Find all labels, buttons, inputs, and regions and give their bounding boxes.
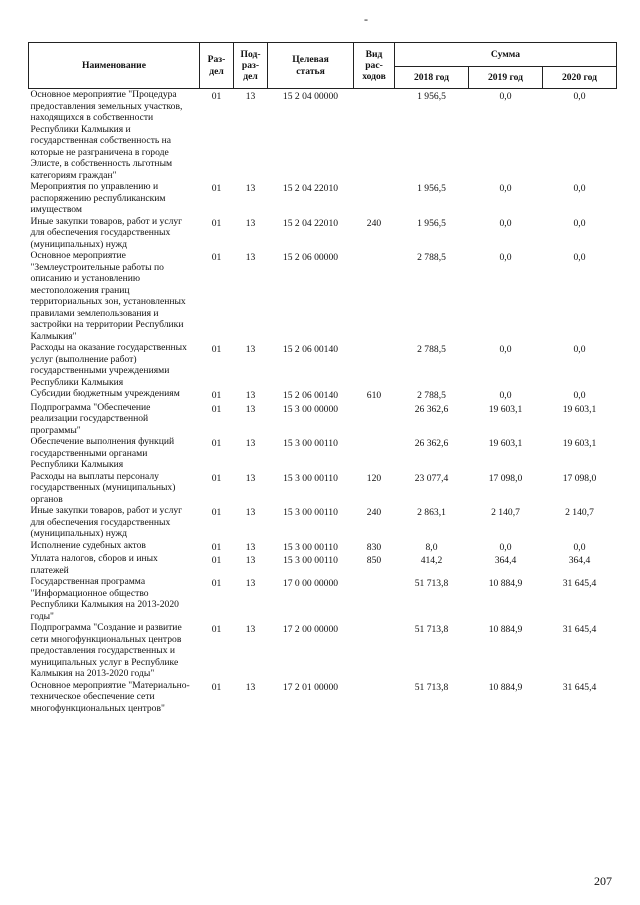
amount-2019-cell: 19 603,1 [488,438,523,449]
expense-type-cell [354,181,395,216]
target-article-cell: 17 2 00 00000 [282,624,339,635]
amount-2019-cell: 0,0 [499,390,512,401]
amount-2018-cell: 2 788,5 [417,344,446,355]
section-cell: 01 [211,472,222,484]
subsection-cell: 13 [245,438,256,449]
amount-2018-cell: 2 863,1 [417,507,446,518]
section-cell: 01 [211,578,222,589]
section-cell: 01 [211,217,222,229]
section-cell: 01 [211,681,222,693]
row-name-cell: Уплата налогов, сборов и иных платежей [30,553,158,576]
subsection-cell: 13 [245,403,256,415]
target-article-cell: 15 3 00 00110 [283,507,338,518]
header-name: Наименование [29,43,200,89]
amount-2019-cell: 0,0 [499,183,512,194]
amount-2018-cell: 26 362,6 [414,403,449,415]
target-article-cell: 15 2 06 00140 [282,390,339,401]
row-name-cell: Подпрограмма "Обеспечение реализации государственной программы" [30,401,151,436]
top-mark: - [364,12,368,26]
subsection-cell: 13 [245,217,256,229]
amount-2018-cell: 26 362,6 [414,438,449,449]
row-name-cell: Основное мероприятие "Процедура предоставления земельных участков, находящихся в собственности Республики Калмыкия и государственная собственность на которые не разграничена в городе Элисте, в собственность льготным категориям граждан" [30,89,183,181]
table-row [29,342,617,388]
expense-type-cell [354,342,395,388]
expense-type-cell: 830 [366,541,382,553]
subsection-cell: 13 [245,472,256,484]
section-cell: 01 [211,438,222,449]
row-name-cell: Обеспечение выполнения функций государственными органами Республики Калмыкия [30,436,175,470]
section-cell: 01 [211,91,222,102]
row-name-cell: Расходы на оказание государственных услуг (выполнение работ) государственными учреждениями Республики Калмыкия [30,342,187,388]
amount-2019-cell: 364,4 [494,555,517,566]
amount-2020-cell: 0,0 [573,252,586,263]
expense-type-cell [354,436,395,471]
amount-2019-cell: 0,0 [499,217,512,229]
table-row [29,540,617,554]
row-name-cell: Подпрограмма "Создание и развитие сети многофункциональных центров предоставления государственных и муниципальных услуг в Республике Калмыкия на 2013-2020 годы" [30,622,182,679]
amount-2019-cell: 10 884,9 [488,624,523,635]
header-year-2020: 2020 год [543,67,617,89]
expense-type-cell [354,89,395,182]
section-cell: 01 [211,183,222,194]
amount-2018-cell: 51 713,8 [414,681,449,693]
amount-2020-cell: 2 140,7 [565,507,594,518]
header-year-2018: 2018 год [395,67,469,89]
amount-2019-cell: 0,0 [499,344,512,355]
subsection-cell: 13 [245,507,256,518]
target-article-cell: 15 3 00 00110 [283,541,338,553]
amount-2020-cell: 364,4 [568,555,591,566]
target-article-cell: 15 3 00 00110 [283,438,338,449]
amount-2020-cell: 0,0 [573,183,586,194]
table-row [29,505,617,540]
target-article-cell: 15 2 04 22010 [282,183,339,194]
expense-type-cell: 610 [366,390,382,401]
row-name-cell: Государственная программа "Информационное общество Республики Калмыкия на 2013-2020 годы" [30,576,179,622]
header-expense-type: Вид рас- ходов [354,43,395,89]
expense-type-cell [354,250,395,342]
amount-2020-cell: 0,0 [573,541,586,553]
amount-2019-cell: 0,0 [499,541,512,553]
amount-2020-cell: 19 603,1 [562,403,597,415]
amount-2018-cell: 1 956,5 [417,183,446,194]
target-article-cell: 15 3 00 00110 [283,472,338,484]
amount-2020-cell: 0,0 [573,390,586,401]
amount-2018-cell: 51 713,8 [414,578,449,589]
subsection-cell: 13 [245,91,256,102]
expense-type-cell: 850 [366,555,382,566]
subsection-cell: 13 [245,624,256,635]
amount-2020-cell: 0,0 [573,91,586,102]
amount-2020-cell: 19 603,1 [562,438,597,449]
amount-2018-cell: 51 713,8 [414,624,449,635]
header-year-2019: 2019 год [469,67,543,89]
amount-2018-cell: 414,2 [420,555,443,566]
expense-type-cell: 240 [366,507,382,518]
expense-type-cell [354,622,395,680]
amount-2020-cell: 31 645,4 [562,624,597,635]
section-cell: 01 [211,403,222,415]
table-row [29,250,617,342]
header-section: Раз- дел [200,43,234,89]
amount-2018-cell: 8,0 [425,541,438,553]
amount-2019-cell: 0,0 [499,252,512,263]
table-row [29,622,617,680]
section-cell: 01 [211,624,222,635]
amount-2018-cell: 1 956,5 [417,217,446,229]
amount-2019-cell: 17 098,0 [488,472,523,484]
amount-2019-cell: 2 140,7 [491,507,520,518]
table-row [29,680,617,715]
row-name-cell: Иные закупки товаров, работ и услуг для обеспечения государственных (муниципальных) нужд [30,215,183,250]
amount-2020-cell: 31 645,4 [562,578,597,589]
header-sum: Сумма [395,43,617,67]
amount-2020-cell: 0,0 [573,217,586,229]
table-row [29,471,617,506]
row-name-cell: Исполнение судебных актов [30,539,146,551]
target-article-cell: 17 2 01 00000 [282,681,339,693]
row-name-cell: Основное мероприятие "Материально-техническое обеспечение сети многофункциональных центров" [30,679,190,714]
table-row [29,181,617,216]
row-name-cell: Иные закупки товаров, работ и услуг для обеспечения государственных (муниципальных) нужд [30,505,183,539]
target-article-cell: 15 2 04 22010 [282,217,339,229]
subsection-cell: 13 [245,578,256,589]
section-cell: 01 [211,507,222,518]
subsection-cell: 13 [245,344,256,355]
subsection-cell: 13 [245,252,256,263]
table-row [29,576,617,622]
amount-2018-cell: 1 956,5 [417,91,446,102]
amount-2018-cell: 2 788,5 [417,390,446,401]
amount-2020-cell: 17 098,0 [562,472,597,484]
row-name-cell: Расходы на выплаты персоналу государственных (муниципальных) органов [30,470,176,505]
page-number: 207 [594,874,612,888]
target-article-cell: 15 3 00 00000 [282,403,339,415]
target-article-cell: 17 0 00 00000 [282,578,339,589]
section-cell: 01 [211,390,222,401]
expense-type-cell: 120 [366,472,382,484]
subsection-cell: 13 [245,555,256,566]
expense-type-cell: 240 [366,217,382,229]
header-target: Целевая статья [268,43,354,89]
target-article-cell: 15 2 06 00000 [282,252,339,263]
subsection-cell: 13 [245,390,256,401]
amount-2020-cell: 31 645,4 [562,681,597,693]
section-cell: 01 [211,252,222,263]
amount-2018-cell: 23 077,4 [414,472,449,484]
subsection-cell: 13 [245,681,256,693]
amount-2019-cell: 10 884,9 [488,578,523,589]
table-row [29,216,617,251]
row-name-cell: Субсидии бюджетным учреждениям [30,388,180,399]
subsection-cell: 13 [245,183,256,194]
amount-2019-cell: 19 603,1 [488,403,523,415]
table-body [29,89,617,715]
section-cell: 01 [211,555,222,566]
row-name-cell: Основное мероприятие "Землеустроительные работы по описанию и установлению местоположения границ территориальных зон, установленных правилами землепользования и застройки на территории Республики Калмыкия" [30,250,186,342]
amount-2020-cell: 0,0 [573,344,586,355]
subsection-cell: 13 [245,541,256,553]
table-header [29,43,617,89]
table-row [29,553,617,576]
row-name-cell: Мероприятия по управлению и распоряжению республиканским имуществом [30,181,166,215]
expense-type-cell [354,680,395,715]
target-article-cell: 15 2 06 00140 [282,344,339,355]
table-row [29,402,617,437]
header-subsection: Под- раз- дел [234,43,268,89]
amount-2019-cell: 10 884,9 [488,681,523,693]
section-cell: 01 [211,541,222,553]
amount-2019-cell: 0,0 [499,91,512,102]
table-row [29,89,617,182]
table-row [29,388,617,402]
target-article-cell: 15 3 00 00110 [283,555,338,566]
amount-2018-cell: 2 788,5 [417,252,446,263]
target-article-cell: 15 2 04 00000 [282,91,339,102]
section-cell: 01 [211,344,222,355]
expense-type-cell [354,402,395,437]
table-row [29,436,617,471]
budget-table [28,42,617,714]
expense-type-cell [354,576,395,622]
